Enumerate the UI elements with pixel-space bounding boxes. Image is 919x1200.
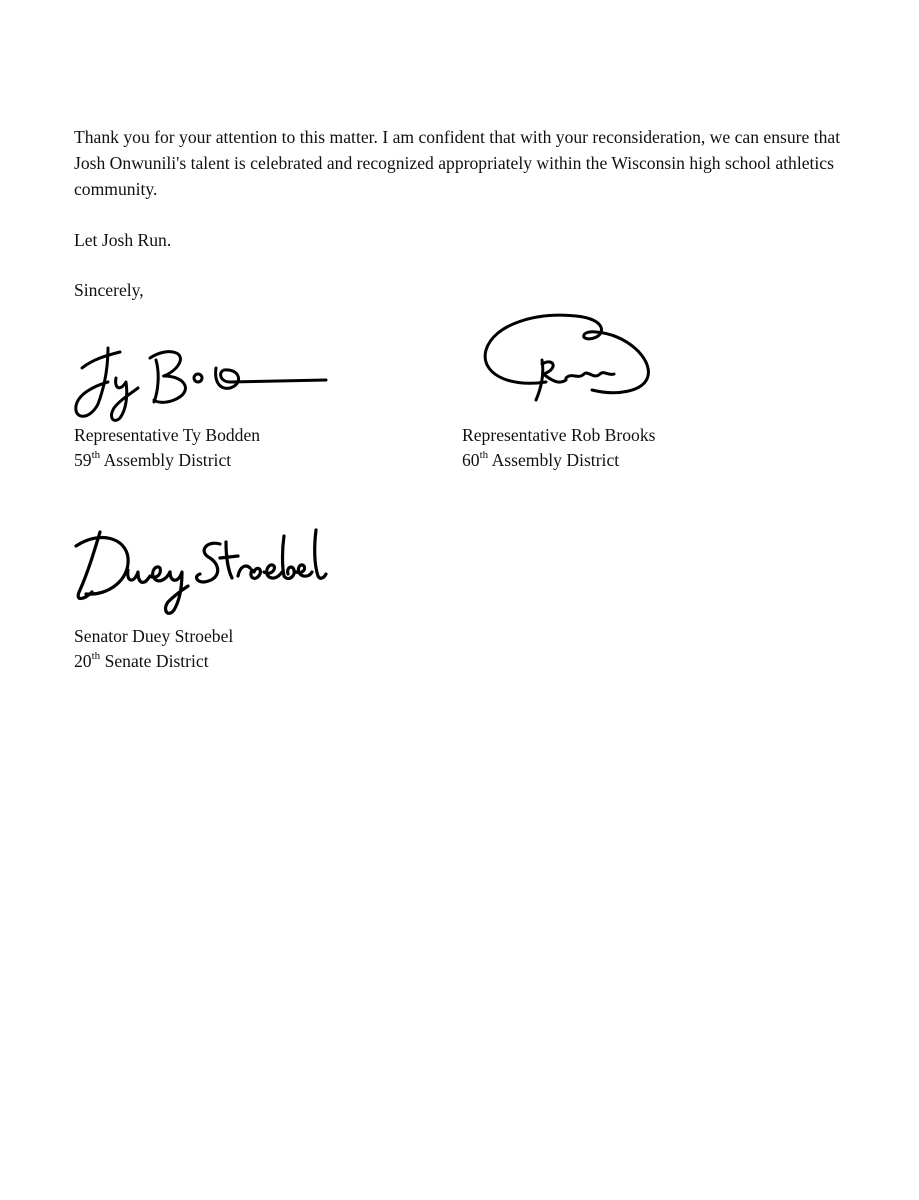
closing-paragraph: Thank you for your attention to this matter. I am confident that with your reconsideration, we can ensure that Josh Onwunili's talent is celebrated and recognized appropriately within the Wisconsin high school athletics community. bbox=[74, 127, 841, 199]
signatory-district: 60th Assembly District bbox=[462, 449, 620, 470]
signature-stroebel-image bbox=[70, 526, 330, 618]
signatory-name: Senator Duey Stroebel bbox=[74, 626, 234, 646]
signatory-district: 59th Assembly District bbox=[74, 449, 232, 470]
signatory-block-brooks bbox=[462, 423, 656, 473]
signature-bodden-image bbox=[64, 338, 326, 422]
signatory-name: Representative Rob Brooks bbox=[462, 425, 656, 445]
signatory-name: Representative Ty Bodden bbox=[74, 425, 261, 445]
signature-brooks-image bbox=[476, 310, 656, 410]
signatory-block-bodden bbox=[74, 423, 260, 473]
signoff-line: Sincerely, bbox=[74, 280, 144, 300]
slogan-line: Let Josh Run. bbox=[74, 230, 172, 250]
signatory-district: 20th Senate District bbox=[74, 650, 209, 671]
signatory-block-stroebel bbox=[74, 624, 233, 674]
